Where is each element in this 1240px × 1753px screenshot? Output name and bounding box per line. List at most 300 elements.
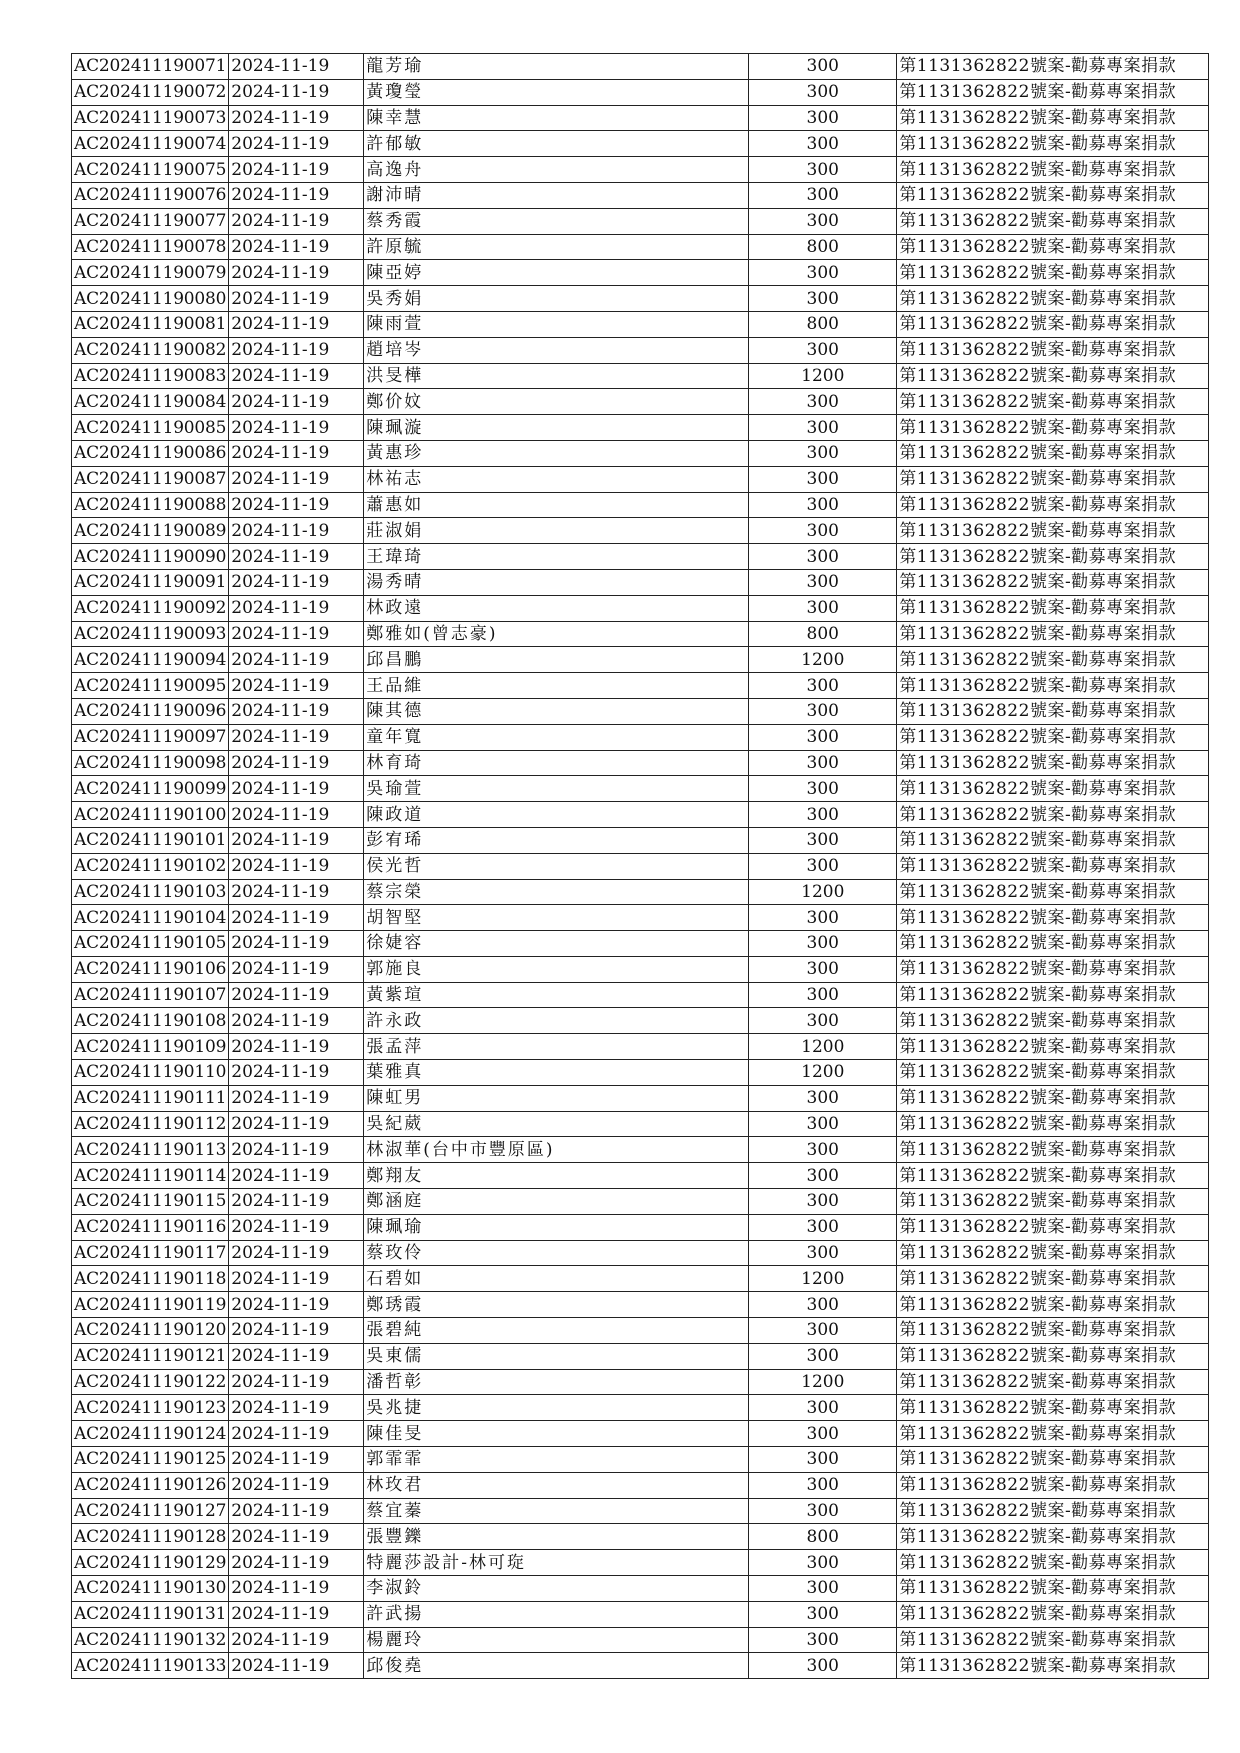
receipt-id-cell: AC202411190110 (72, 1060, 229, 1086)
date-cell: 2024-11-19 (229, 234, 364, 260)
amount-cell: 300 (749, 698, 897, 724)
donor-name-cell: 黃惠珍 (364, 440, 749, 466)
amount-cell: 300 (749, 905, 897, 931)
donor-name-cell: 洪旻樺 (364, 363, 749, 389)
amount-cell: 300 (749, 1550, 897, 1576)
receipt-id-cell: AC202411190090 (72, 544, 229, 570)
amount-cell: 300 (749, 54, 897, 80)
amount-cell: 300 (749, 1472, 897, 1498)
receipt-id-cell: AC202411190107 (72, 982, 229, 1008)
table-row (72, 621, 1209, 647)
donor-name-cell: 林玫君 (364, 1472, 749, 1498)
table-row (72, 982, 1209, 1008)
purpose-note-cell: 第1131362822號案-勸募專案捐款 (897, 569, 1209, 595)
date-cell: 2024-11-19 (229, 286, 364, 312)
date-cell: 2024-11-19 (229, 1240, 364, 1266)
receipt-id-cell: AC202411190095 (72, 673, 229, 699)
date-cell: 2024-11-19 (229, 956, 364, 982)
purpose-note-cell: 第1131362822號案-勸募專案捐款 (897, 673, 1209, 699)
purpose-note-cell: 第1131362822號案-勸募專案捐款 (897, 750, 1209, 776)
purpose-note-cell: 第1131362822號案-勸募專案捐款 (897, 1034, 1209, 1060)
purpose-note-cell: 第1131362822號案-勸募專案捐款 (897, 105, 1209, 131)
table-row (72, 157, 1209, 183)
receipt-id-cell: AC202411190132 (72, 1627, 229, 1653)
receipt-id-cell: AC202411190083 (72, 363, 229, 389)
amount-cell: 300 (749, 1292, 897, 1318)
date-cell: 2024-11-19 (229, 1214, 364, 1240)
table-row (72, 54, 1209, 80)
table-row (72, 260, 1209, 286)
amount-cell: 300 (749, 466, 897, 492)
date-cell: 2024-11-19 (229, 595, 364, 621)
ledger-body (72, 54, 1209, 1679)
amount-cell: 300 (749, 1163, 897, 1189)
receipt-id-cell: AC202411190088 (72, 492, 229, 518)
donor-name-cell: 謝沛晴 (364, 182, 749, 208)
date-cell: 2024-11-19 (229, 518, 364, 544)
date-cell: 2024-11-19 (229, 54, 364, 80)
purpose-note-cell: 第1131362822號案-勸募專案捐款 (897, 1240, 1209, 1266)
purpose-note-cell: 第1131362822號案-勸募專案捐款 (897, 544, 1209, 570)
purpose-note-cell: 第1131362822號案-勸募專案捐款 (897, 466, 1209, 492)
donation-ledger-sheet (71, 53, 1209, 1679)
donor-name-cell: 黃瓊瑩 (364, 79, 749, 105)
date-cell: 2024-11-19 (229, 1343, 364, 1369)
purpose-note-cell: 第1131362822號案-勸募專案捐款 (897, 260, 1209, 286)
purpose-note-cell: 第1131362822號案-勸募專案捐款 (897, 1137, 1209, 1163)
donor-name-cell: 邱俊堯 (364, 1653, 749, 1679)
receipt-id-cell: AC202411190071 (72, 54, 229, 80)
table-row (72, 750, 1209, 776)
purpose-note-cell: 第1131362822號案-勸募專案捐款 (897, 1343, 1209, 1369)
purpose-note-cell: 第1131362822號案-勸募專案捐款 (897, 956, 1209, 982)
amount-cell: 300 (749, 518, 897, 544)
receipt-id-cell: AC202411190093 (72, 621, 229, 647)
amount-cell: 300 (749, 1111, 897, 1137)
purpose-note-cell: 第1131362822號案-勸募專案捐款 (897, 1266, 1209, 1292)
amount-cell: 300 (749, 79, 897, 105)
table-row (72, 1421, 1209, 1447)
amount-cell: 300 (749, 931, 897, 957)
receipt-id-cell: AC202411190073 (72, 105, 229, 131)
receipt-id-cell: AC202411190094 (72, 647, 229, 673)
receipt-id-cell: AC202411190127 (72, 1498, 229, 1524)
amount-cell: 300 (749, 595, 897, 621)
receipt-id-cell: AC202411190122 (72, 1369, 229, 1395)
amount-cell: 1200 (749, 1266, 897, 1292)
table-row (72, 1060, 1209, 1086)
amount-cell: 300 (749, 131, 897, 157)
table-row (72, 802, 1209, 828)
table-row (72, 1627, 1209, 1653)
receipt-id-cell: AC202411190113 (72, 1137, 229, 1163)
purpose-note-cell: 第1131362822號案-勸募專案捐款 (897, 131, 1209, 157)
table-row (72, 776, 1209, 802)
date-cell: 2024-11-19 (229, 827, 364, 853)
date-cell: 2024-11-19 (229, 1085, 364, 1111)
amount-cell: 300 (749, 1008, 897, 1034)
receipt-id-cell: AC202411190080 (72, 286, 229, 312)
purpose-note-cell: 第1131362822號案-勸募專案捐款 (897, 1111, 1209, 1137)
date-cell: 2024-11-19 (229, 131, 364, 157)
donor-name-cell: 陳幸慧 (364, 105, 749, 131)
purpose-note-cell: 第1131362822號案-勸募專案捐款 (897, 182, 1209, 208)
purpose-note-cell: 第1131362822號案-勸募專案捐款 (897, 1498, 1209, 1524)
amount-cell: 300 (749, 1189, 897, 1215)
receipt-id-cell: AC202411190079 (72, 260, 229, 286)
table-row (72, 1395, 1209, 1421)
donor-name-cell: 蔡玫伶 (364, 1240, 749, 1266)
donor-name-cell: 童年寬 (364, 724, 749, 750)
purpose-note-cell: 第1131362822號案-勸募專案捐款 (897, 311, 1209, 337)
receipt-id-cell: AC202411190121 (72, 1343, 229, 1369)
table-row (72, 1472, 1209, 1498)
amount-cell: 300 (749, 260, 897, 286)
table-row (72, 1601, 1209, 1627)
receipt-id-cell: AC202411190082 (72, 337, 229, 363)
table-row (72, 931, 1209, 957)
amount-cell: 300 (749, 440, 897, 466)
receipt-id-cell: AC202411190081 (72, 311, 229, 337)
donor-name-cell: 吳秀娟 (364, 286, 749, 312)
receipt-id-cell: AC202411190111 (72, 1085, 229, 1111)
donor-name-cell: 王品維 (364, 673, 749, 699)
table-row (72, 182, 1209, 208)
amount-cell: 1200 (749, 1369, 897, 1395)
table-row (72, 1008, 1209, 1034)
purpose-note-cell: 第1131362822號案-勸募專案捐款 (897, 415, 1209, 441)
purpose-note-cell: 第1131362822號案-勸募專案捐款 (897, 776, 1209, 802)
amount-cell: 300 (749, 1240, 897, 1266)
date-cell: 2024-11-19 (229, 440, 364, 466)
donor-name-cell: 石碧如 (364, 1266, 749, 1292)
purpose-note-cell: 第1131362822號案-勸募專案捐款 (897, 724, 1209, 750)
donor-name-cell: 蔡秀霞 (364, 208, 749, 234)
table-row (72, 1292, 1209, 1318)
date-cell: 2024-11-19 (229, 415, 364, 441)
date-cell: 2024-11-19 (229, 157, 364, 183)
purpose-note-cell: 第1131362822號案-勸募專案捐款 (897, 440, 1209, 466)
receipt-id-cell: AC202411190120 (72, 1318, 229, 1344)
date-cell: 2024-11-19 (229, 1421, 364, 1447)
receipt-id-cell: AC202411190124 (72, 1421, 229, 1447)
table-row (72, 1343, 1209, 1369)
purpose-note-cell: 第1131362822號案-勸募專案捐款 (897, 363, 1209, 389)
receipt-id-cell: AC202411190076 (72, 182, 229, 208)
donor-name-cell: 林祐志 (364, 466, 749, 492)
table-row (72, 724, 1209, 750)
receipt-id-cell: AC202411190078 (72, 234, 229, 260)
purpose-note-cell: 第1131362822號案-勸募專案捐款 (897, 853, 1209, 879)
donor-name-cell: 鄭琇霞 (364, 1292, 749, 1318)
table-row (72, 905, 1209, 931)
table-row (72, 389, 1209, 415)
date-cell: 2024-11-19 (229, 1498, 364, 1524)
date-cell: 2024-11-19 (229, 698, 364, 724)
table-row (72, 1266, 1209, 1292)
table-row (72, 1034, 1209, 1060)
donor-name-cell: 胡智堅 (364, 905, 749, 931)
table-row (72, 492, 1209, 518)
amount-cell: 300 (749, 724, 897, 750)
purpose-note-cell: 第1131362822號案-勸募專案捐款 (897, 1472, 1209, 1498)
amount-cell: 300 (749, 1343, 897, 1369)
receipt-id-cell: AC202411190072 (72, 79, 229, 105)
receipt-id-cell: AC202411190109 (72, 1034, 229, 1060)
receipt-id-cell: AC202411190108 (72, 1008, 229, 1034)
purpose-note-cell: 第1131362822號案-勸募專案捐款 (897, 1085, 1209, 1111)
table-row (72, 105, 1209, 131)
date-cell: 2024-11-19 (229, 569, 364, 595)
table-row (72, 79, 1209, 105)
amount-cell: 300 (749, 1447, 897, 1473)
purpose-note-cell: 第1131362822號案-勸募專案捐款 (897, 234, 1209, 260)
purpose-note-cell: 第1131362822號案-勸募專案捐款 (897, 1447, 1209, 1473)
donor-name-cell: 吳東儒 (364, 1343, 749, 1369)
amount-cell: 300 (749, 1395, 897, 1421)
date-cell: 2024-11-19 (229, 1060, 364, 1086)
date-cell: 2024-11-19 (229, 1472, 364, 1498)
date-cell: 2024-11-19 (229, 982, 364, 1008)
receipt-id-cell: AC202411190075 (72, 157, 229, 183)
receipt-id-cell: AC202411190131 (72, 1601, 229, 1627)
receipt-id-cell: AC202411190115 (72, 1189, 229, 1215)
amount-cell: 300 (749, 982, 897, 1008)
purpose-note-cell: 第1131362822號案-勸募專案捐款 (897, 1576, 1209, 1602)
table-row (72, 1447, 1209, 1473)
date-cell: 2024-11-19 (229, 673, 364, 699)
receipt-id-cell: AC202411190074 (72, 131, 229, 157)
receipt-id-cell: AC202411190114 (72, 1163, 229, 1189)
table-row (72, 440, 1209, 466)
table-row (72, 1189, 1209, 1215)
donor-name-cell: 許永政 (364, 1008, 749, 1034)
date-cell: 2024-11-19 (229, 208, 364, 234)
amount-cell: 300 (749, 853, 897, 879)
purpose-note-cell: 第1131362822號案-勸募專案捐款 (897, 1163, 1209, 1189)
table-row (72, 673, 1209, 699)
donor-name-cell: 侯光哲 (364, 853, 749, 879)
receipt-id-cell: AC202411190126 (72, 1472, 229, 1498)
amount-cell: 300 (749, 750, 897, 776)
donor-name-cell: 陳其德 (364, 698, 749, 724)
donor-name-cell: 徐婕容 (364, 931, 749, 957)
table-row (72, 544, 1209, 570)
donor-name-cell: 陳亞婷 (364, 260, 749, 286)
purpose-note-cell: 第1131362822號案-勸募專案捐款 (897, 1369, 1209, 1395)
donor-name-cell: 陳虹男 (364, 1085, 749, 1111)
receipt-id-cell: AC202411190105 (72, 931, 229, 957)
date-cell: 2024-11-19 (229, 853, 364, 879)
amount-cell: 1200 (749, 363, 897, 389)
donor-name-cell: 吳紀葳 (364, 1111, 749, 1137)
receipt-id-cell: AC202411190106 (72, 956, 229, 982)
table-row (72, 827, 1209, 853)
amount-cell: 800 (749, 1524, 897, 1550)
receipt-id-cell: AC202411190087 (72, 466, 229, 492)
amount-cell: 1200 (749, 647, 897, 673)
purpose-note-cell: 第1131362822號案-勸募專案捐款 (897, 79, 1209, 105)
amount-cell: 300 (749, 182, 897, 208)
table-row (72, 1318, 1209, 1344)
purpose-note-cell: 第1131362822號案-勸募專案捐款 (897, 337, 1209, 363)
date-cell: 2024-11-19 (229, 389, 364, 415)
receipt-id-cell: AC202411190129 (72, 1550, 229, 1576)
purpose-note-cell: 第1131362822號案-勸募專案捐款 (897, 1653, 1209, 1679)
donor-name-cell: 高逸舟 (364, 157, 749, 183)
amount-cell: 300 (749, 208, 897, 234)
receipt-id-cell: AC202411190091 (72, 569, 229, 595)
purpose-note-cell: 第1131362822號案-勸募專案捐款 (897, 1008, 1209, 1034)
purpose-note-cell: 第1131362822號案-勸募專案捐款 (897, 1189, 1209, 1215)
table-row (72, 311, 1209, 337)
date-cell: 2024-11-19 (229, 802, 364, 828)
table-row (72, 647, 1209, 673)
amount-cell: 300 (749, 1601, 897, 1627)
date-cell: 2024-11-19 (229, 931, 364, 957)
date-cell: 2024-11-19 (229, 492, 364, 518)
table-row (72, 853, 1209, 879)
receipt-id-cell: AC202411190089 (72, 518, 229, 544)
receipt-id-cell: AC202411190123 (72, 1395, 229, 1421)
receipt-id-cell: AC202411190097 (72, 724, 229, 750)
receipt-id-cell: AC202411190084 (72, 389, 229, 415)
purpose-note-cell: 第1131362822號案-勸募專案捐款 (897, 1550, 1209, 1576)
amount-cell: 800 (749, 621, 897, 647)
receipt-id-cell: AC202411190100 (72, 802, 229, 828)
donor-name-cell: 趙培岑 (364, 337, 749, 363)
purpose-note-cell: 第1131362822號案-勸募專案捐款 (897, 1292, 1209, 1318)
receipt-id-cell: AC202411190099 (72, 776, 229, 802)
donor-name-cell: 郭霏霏 (364, 1447, 749, 1473)
donor-name-cell: 蔡宗榮 (364, 879, 749, 905)
donor-name-cell: 蔡宜蓁 (364, 1498, 749, 1524)
table-row (72, 1653, 1209, 1679)
purpose-note-cell: 第1131362822號案-勸募專案捐款 (897, 1214, 1209, 1240)
purpose-note-cell: 第1131362822號案-勸募專案捐款 (897, 208, 1209, 234)
donor-name-cell: 張豐鑠 (364, 1524, 749, 1550)
donor-name-cell: 許武揚 (364, 1601, 749, 1627)
date-cell: 2024-11-19 (229, 1292, 364, 1318)
donor-name-cell: 湯秀晴 (364, 569, 749, 595)
donor-name-cell: 林淑華(台中市豐原區) (364, 1137, 749, 1163)
purpose-note-cell: 第1131362822號案-勸募專案捐款 (897, 1395, 1209, 1421)
table-row (72, 1085, 1209, 1111)
receipt-id-cell: AC202411190112 (72, 1111, 229, 1137)
amount-cell: 300 (749, 1137, 897, 1163)
date-cell: 2024-11-19 (229, 776, 364, 802)
donor-name-cell: 許郁敏 (364, 131, 749, 157)
amount-cell: 1200 (749, 1060, 897, 1086)
amount-cell: 300 (749, 389, 897, 415)
receipt-id-cell: AC202411190077 (72, 208, 229, 234)
purpose-note-cell: 第1131362822號案-勸募專案捐款 (897, 1601, 1209, 1627)
date-cell: 2024-11-19 (229, 724, 364, 750)
date-cell: 2024-11-19 (229, 1524, 364, 1550)
amount-cell: 300 (749, 569, 897, 595)
date-cell: 2024-11-19 (229, 105, 364, 131)
date-cell: 2024-11-19 (229, 1266, 364, 1292)
amount-cell: 800 (749, 234, 897, 260)
amount-cell: 300 (749, 544, 897, 570)
donor-name-cell: 陳珮瑜 (364, 1214, 749, 1240)
amount-cell: 800 (749, 311, 897, 337)
amount-cell: 300 (749, 673, 897, 699)
receipt-id-cell: AC202411190117 (72, 1240, 229, 1266)
amount-cell: 300 (749, 1627, 897, 1653)
donor-name-cell: 特麗莎設計-林可琁 (364, 1550, 749, 1576)
purpose-note-cell: 第1131362822號案-勸募專案捐款 (897, 1318, 1209, 1344)
donor-name-cell: 郭施良 (364, 956, 749, 982)
date-cell: 2024-11-19 (229, 1627, 364, 1653)
date-cell: 2024-11-19 (229, 544, 364, 570)
receipt-id-cell: AC202411190092 (72, 595, 229, 621)
donor-name-cell: 張碧純 (364, 1318, 749, 1344)
table-row (72, 698, 1209, 724)
table-row (72, 1137, 1209, 1163)
amount-cell: 300 (749, 1318, 897, 1344)
table-row (72, 1550, 1209, 1576)
donor-name-cell: 林育琦 (364, 750, 749, 776)
date-cell: 2024-11-19 (229, 1395, 364, 1421)
amount-cell: 1200 (749, 1034, 897, 1060)
donor-name-cell: 莊淑娟 (364, 518, 749, 544)
amount-cell: 300 (749, 337, 897, 363)
purpose-note-cell: 第1131362822號案-勸募專案捐款 (897, 1060, 1209, 1086)
amount-cell: 300 (749, 1576, 897, 1602)
table-row (72, 337, 1209, 363)
donor-name-cell: 李淑鈴 (364, 1576, 749, 1602)
purpose-note-cell: 第1131362822號案-勸募專案捐款 (897, 157, 1209, 183)
purpose-note-cell: 第1131362822號案-勸募專案捐款 (897, 518, 1209, 544)
amount-cell: 300 (749, 286, 897, 312)
table-row (72, 879, 1209, 905)
receipt-id-cell: AC202411190128 (72, 1524, 229, 1550)
purpose-note-cell: 第1131362822號案-勸募專案捐款 (897, 389, 1209, 415)
receipt-id-cell: AC202411190125 (72, 1447, 229, 1473)
table-row (72, 131, 1209, 157)
table-row (72, 1111, 1209, 1137)
purpose-note-cell: 第1131362822號案-勸募專案捐款 (897, 1627, 1209, 1653)
date-cell: 2024-11-19 (229, 363, 364, 389)
table-row (72, 208, 1209, 234)
date-cell: 2024-11-19 (229, 1034, 364, 1060)
purpose-note-cell: 第1131362822號案-勸募專案捐款 (897, 905, 1209, 931)
date-cell: 2024-11-19 (229, 1008, 364, 1034)
purpose-note-cell: 第1131362822號案-勸募專案捐款 (897, 827, 1209, 853)
table-row (72, 595, 1209, 621)
purpose-note-cell: 第1131362822號案-勸募專案捐款 (897, 54, 1209, 80)
date-cell: 2024-11-19 (229, 647, 364, 673)
amount-cell: 300 (749, 157, 897, 183)
table-row (72, 286, 1209, 312)
receipt-id-cell: AC202411190130 (72, 1576, 229, 1602)
table-row (72, 956, 1209, 982)
table-row (72, 569, 1209, 595)
receipt-id-cell: AC202411190104 (72, 905, 229, 931)
amount-cell: 1200 (749, 879, 897, 905)
amount-cell: 300 (749, 492, 897, 518)
table-row (72, 1214, 1209, 1240)
donor-name-cell: 鄭翔友 (364, 1163, 749, 1189)
receipt-id-cell: AC202411190116 (72, 1214, 229, 1240)
donor-name-cell: 王瑋琦 (364, 544, 749, 570)
date-cell: 2024-11-19 (229, 879, 364, 905)
table-row (72, 518, 1209, 544)
purpose-note-cell: 第1131362822號案-勸募專案捐款 (897, 621, 1209, 647)
donor-name-cell: 潘哲彰 (364, 1369, 749, 1395)
amount-cell: 300 (749, 1214, 897, 1240)
